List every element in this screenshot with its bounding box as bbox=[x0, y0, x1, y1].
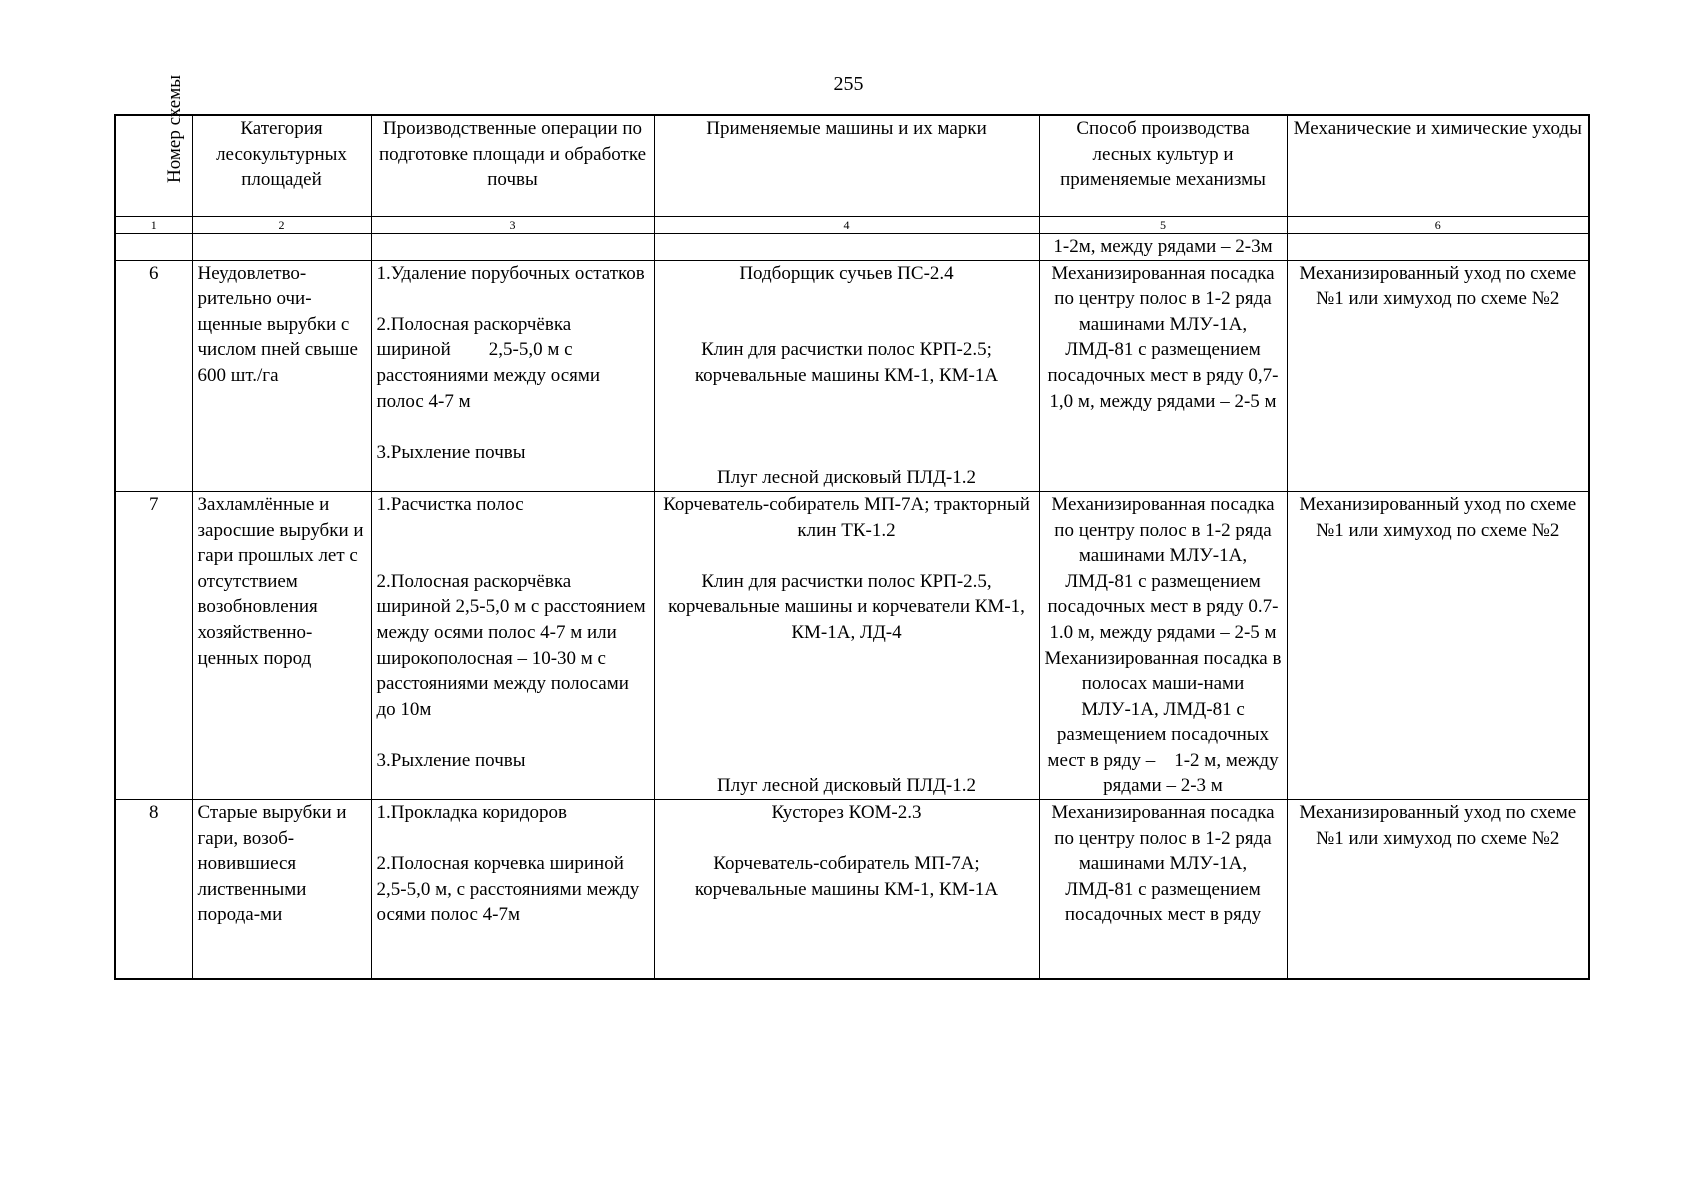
machine-item: Клин для расчистки полос КРП-2.5, корчевальные машины и корчеватели КМ-1, КМ-1А, ЛД-4 bbox=[668, 570, 1025, 643]
scheme-number: 7 bbox=[115, 491, 192, 799]
header-category: Категория лесокультурных площадей bbox=[192, 115, 371, 217]
column-number-row bbox=[115, 217, 1589, 234]
operation-item: 2.Полосная раскорчёвка шириной 2,5-5,0 м с расстоянием между осями полос 4-7 м или широкополосная – 10-30 м с расстояниями между полосами до 10м bbox=[376, 570, 646, 720]
operation-item: 3.Рыхление почвы bbox=[376, 441, 526, 463]
header-row bbox=[115, 115, 1589, 217]
column-number: 1 bbox=[115, 217, 192, 234]
machine-item: Клин для расчистки полос КРП-2.5; корчевальные машины КМ-1, КМ-1А bbox=[694, 339, 999, 386]
operations-cell bbox=[371, 800, 662, 980]
header-scheme-number: Номер схемы bbox=[115, 115, 192, 217]
header-care: Механические и химические уходы bbox=[1287, 115, 1589, 217]
machine-item: Корчеватель-собиратель МП-7А; корчевальные машины КМ-1, КМ-1А bbox=[694, 853, 999, 900]
care-cell: Механизированный уход по схеме №1 или химуход по схеме №2 bbox=[1287, 260, 1589, 491]
table-row bbox=[115, 260, 1589, 491]
continuation-row bbox=[115, 234, 1589, 261]
method-cell bbox=[1039, 491, 1287, 799]
table-row bbox=[115, 491, 1589, 799]
operations-cell bbox=[371, 260, 654, 491]
continuation-method-cell: 1-2м, между рядами – 2-3м bbox=[1039, 234, 1287, 261]
area-category: Старые вырубки и гари, возоб-новившиеся лиственными порода-ми bbox=[192, 800, 371, 980]
method-cell bbox=[1039, 260, 1287, 491]
machine-item: Плуг лесной дисковый ПЛД-1.2 bbox=[717, 467, 976, 489]
table-row bbox=[115, 800, 1589, 980]
column-number: 4 bbox=[654, 217, 1039, 234]
method-item: Механизированная посадка по центру полос в 1-2 ряда машинами МЛУ-1А, ЛМД-81 с размещением посадочных мест в ряду bbox=[1051, 802, 1275, 926]
area-category: Захламлённые и заросшие вырубки и гари прошлых лет с отсутствием возобновления хозяйственно-ценных пород bbox=[192, 491, 371, 799]
machine-item: Плуг лесной дисковый ПЛД-1.2 bbox=[717, 775, 976, 797]
header-machines: Применяемые машины и их марки bbox=[654, 115, 1039, 217]
scheme-number: 8 bbox=[115, 800, 192, 980]
operation-item: 1.Удаление порубочных остатков bbox=[376, 262, 645, 284]
machine-item: Подборщик сучьев ПС-2.4 bbox=[739, 262, 954, 284]
method-cell bbox=[1039, 800, 1287, 980]
operations-cell bbox=[371, 491, 654, 799]
operation-item: 1.Прокладка коридоров bbox=[376, 802, 567, 824]
machines-cell bbox=[654, 800, 1039, 980]
area-category: Неудовлетво-рительно очи-щенные вырубки с числом пней свыше 600 шт./га bbox=[192, 260, 371, 491]
machines-cell bbox=[654, 491, 1039, 799]
machine-item: Кусторез КОМ-2.3 bbox=[771, 802, 922, 824]
column-number: 6 bbox=[1287, 217, 1589, 234]
care-cell: Механизированный уход по схеме №1 или химуход по схеме №2 bbox=[1287, 800, 1589, 980]
method-item: Механизированная посадка в полосах маши-нами МЛУ-1А, ЛМД-81 с размещением посадочных мест в ряду – 1-2 м, между рядами – 2-3 м bbox=[1044, 647, 1287, 797]
operation-item: 1.Расчистка полос bbox=[376, 493, 524, 515]
machines-cell bbox=[654, 260, 1039, 491]
column-number: 5 bbox=[1039, 217, 1287, 234]
column-number: 2 bbox=[192, 217, 371, 234]
header-operations: Производственные операции по подготовке площади и обработке почвы bbox=[371, 115, 654, 217]
page-number: 255 bbox=[833, 73, 864, 95]
operation-item: 2.Полосная корчевка шириной 2,5-5,0 м, с расстояниями между осями полос 4-7м bbox=[376, 853, 662, 926]
method-item: Механизированная посадка по центру полос в 1-2 ряда машинами МЛУ-1А, ЛМД-81 с размещением посадочных мест в ряду 0.7-1.0 м, между рядами – 2-5 м bbox=[1047, 493, 1279, 643]
scheme-number: 6 bbox=[115, 260, 192, 491]
operation-item: 3.Рыхление почвы bbox=[376, 749, 526, 771]
method-item: Механизированная посадка по центру полос в 1-2 ряда машинами МЛУ-1А, ЛМД-81 с размещением посадочных мест в ряду 0,7-1,0 м, между рядами – 2-5 м bbox=[1047, 262, 1279, 412]
column-number: 3 bbox=[371, 217, 654, 234]
header-method: Способ производства лесных культур и применяемые механизмы bbox=[1039, 115, 1287, 217]
care-cell: Механизированный уход по схеме №1 или химуход по схеме №2 bbox=[1287, 491, 1589, 799]
operation-item: 2.Полосная раскорчёвка шириной 2,5-5,0 м с расстояниями между осями полос 4-7 м bbox=[376, 313, 605, 412]
forestry-table bbox=[114, 75, 1590, 980]
machine-item: Корчеватель-собиратель МП-7А; тракторный клин ТК-1.2 bbox=[663, 493, 1030, 541]
